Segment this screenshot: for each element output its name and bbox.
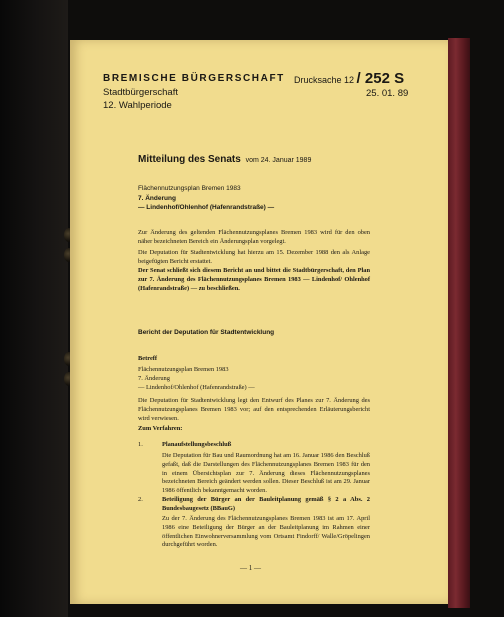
item-text: Die Deputation für Bau und Raumordnung hat am 16. Januar 1986 den Beschluß gefaßt, daß die Darstellungen des Flächennutzungsplanes Bremen 1983 für den in einem Übersichtsplan zur 7. Änderung dieses Flächennutzungsplanes bezeichneten Bereich geändert werden sollen. Dieser Beschluß ist am 29. Januar 1986 öffentlich bekanntgemacht worden. xyxy=(162,452,370,495)
betreff-line: 7. Änderung xyxy=(138,374,170,382)
subject-line: Flächennutzungsplan Bremen 1983 xyxy=(138,185,241,192)
subject-line: — Lindenhof/Ohlenhof (Hafenrandstraße) — xyxy=(138,204,275,212)
item-number: 1. xyxy=(138,441,143,448)
procedure-heading: Zum Verfahren: xyxy=(138,425,183,432)
betreff-line: — Lindenhof/Ohlenhof (Hafenrandstraße) — xyxy=(138,383,255,391)
report-intro: Die Deputation für Stadtentwicklung legt den Entwurf des Planes zur 7. Änderung des Flächennutzungsplanes Bremen 1983 vor; auf den entsprechenden Erläuterungsbericht wird verwiesen. xyxy=(138,397,370,422)
title-date: vom 24. Januar 1989 xyxy=(245,157,312,164)
item-heading: Planaufstellungsbeschluß xyxy=(162,441,232,448)
binder-background xyxy=(0,0,68,617)
drucksache-number: / 252 S xyxy=(356,70,405,87)
item-text: Zu der 7. Änderung des Flächennutzungsplanes Bremen 1983 ist am 17. April 1986 eine Beteiligung der Bürger an der Bauleitplanung im Rahmen einer öffentlichen Einwohnerversammlung vom Ortsamt Findorff/ Walle/Gröpelingen durchgeführt worden. xyxy=(162,515,370,549)
document-date: 25. 01. 89 xyxy=(366,88,409,99)
subject-block xyxy=(138,184,398,213)
subject-line: 7. Änderung xyxy=(138,194,176,202)
paragraph-intro: Zur Änderung des geltenden Flächennutzungsplanes Bremen 1983 wird für den oben näher bezeichneten Bereich ein Änderungsplan vorgelegt. xyxy=(138,229,370,245)
item-heading: Beteiligung der Bürger an der Bauleitplanung gemäß § 2 a Abs. 2 Bundesbaugesetz (BBauG) xyxy=(162,496,370,512)
legislative-period: 12. Wahlperiode xyxy=(103,100,172,111)
drucksache-prefix: Drucksache 12 xyxy=(294,75,355,85)
document-page xyxy=(70,40,448,604)
betreff-line: Flächennutzungsplan Bremen 1983 xyxy=(138,366,229,373)
betreff-label: Betreff xyxy=(138,355,158,362)
paragraph-senate-request: Der Senat schließt sich diesem Bericht an und bittet die Stadtbürgerschaft, den Plan zur 7. Änderung des Flächennutzungsplanes Bremen 1983 — Lindenhof/ Ohlenhof (Hafenrandstraße) — zu beschließen. xyxy=(138,267,370,292)
chamber-name: Stadtbürgerschaft xyxy=(103,87,178,98)
chamber-info xyxy=(103,86,283,112)
title-main: Mitteilung des Senats xyxy=(138,154,241,165)
paragraph-deputation: Die Deputation für Stadtentwicklung hat hierzu am 15. Dezember 1988 den als Anlage beigefügten Bericht erstattet. xyxy=(138,249,370,265)
document-title xyxy=(138,154,311,165)
parliament-name: BREMISCHE BÜRGERSCHAFT xyxy=(103,73,285,84)
background-edge xyxy=(470,38,504,608)
item-number: 2. xyxy=(138,496,143,503)
page-number: — 1 — xyxy=(240,564,261,572)
binder-spine xyxy=(448,38,470,608)
betreff-block xyxy=(138,366,370,392)
report-heading: Bericht der Deputation für Stadtentwicklung xyxy=(138,329,275,336)
drucksache-label xyxy=(294,70,404,87)
